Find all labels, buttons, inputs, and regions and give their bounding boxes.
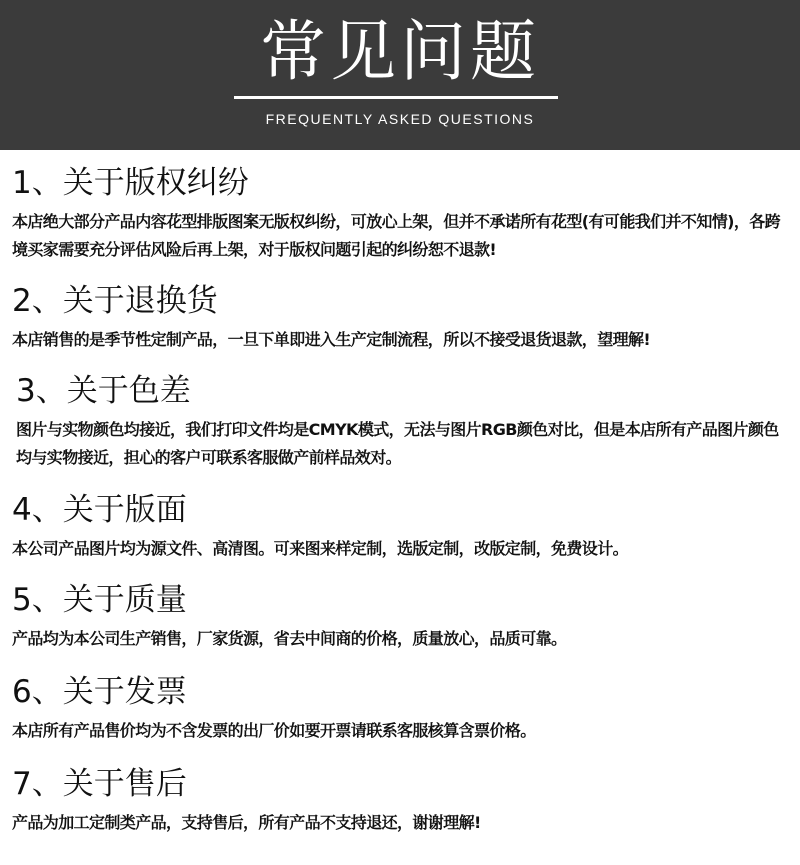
page-header <box>0 0 800 150</box>
faq-heading: 7、关于售后 <box>12 766 187 802</box>
title-underline <box>234 96 558 99</box>
faq-body: 产品均为本公司生产销售，厂家货源，省去中间商的价格，质量放心，品质可靠。 <box>12 629 567 648</box>
faq-heading: 1、关于版权纠纷 <box>12 165 249 201</box>
faq-body: 本公司产品图片均为源文件、高清图。可来图来样定制，选版定制，改版定制，免费设计。 <box>12 539 629 558</box>
faq-body: 本店销售的是季节性定制产品，一旦下单即进入生产定制流程，所以不接受退货退款，望理解! <box>12 330 651 349</box>
page-title: 常见问题 <box>260 13 540 90</box>
faq-heading: 3、关于色差 <box>16 373 191 409</box>
faq-body: 图片与实物颜色均接近，我们打印文件均是CMYK模式，无法与图片RGB颜色对比，但是本店所有产品图片颜色均与实物接近，担心的客户可联系客服做产前样品效对。 <box>16 420 779 467</box>
faq-heading: 4、关于版面 <box>12 492 187 528</box>
faq-body: 本店绝大部分产品内容花型排版图案无版权纠纷，可放心上架，但并不承诺所有花型(有可能我们并不知情)，各跨境买家需要充分评估风险后再上架，对于版权问题引起的纠纷恕不退款! <box>12 212 781 259</box>
faq-heading: 6、关于发票 <box>12 674 187 710</box>
faq-heading: 2、关于退换货 <box>12 283 218 319</box>
faq-body: 本店所有产品售价均为不含发票的出厂价如要开票请联系客服核算含票价格。 <box>12 721 536 740</box>
faq-heading: 5、关于质量 <box>12 582 187 618</box>
faq-body: 产品为加工定制类产品，支持售后，所有产品不支持退还，谢谢理解! <box>12 813 481 832</box>
page-subtitle: FREQUENTLY ASKED QUESTIONS <box>265 111 535 127</box>
